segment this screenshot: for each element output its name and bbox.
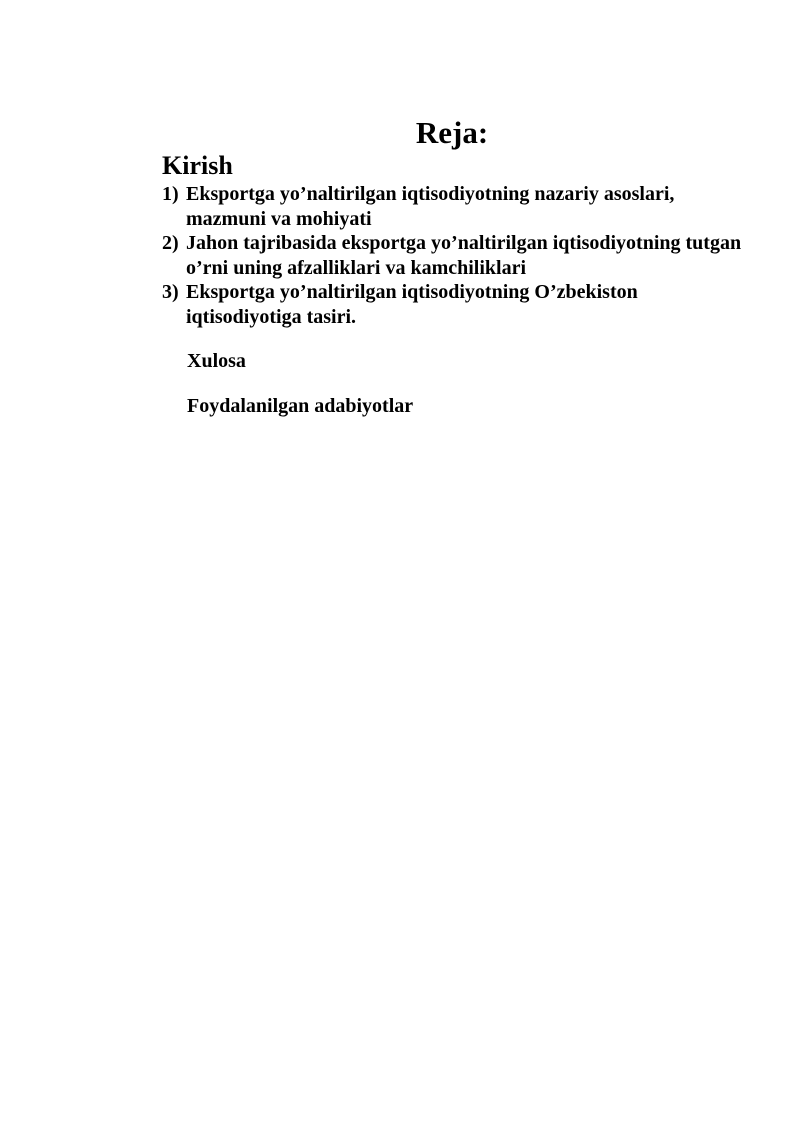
intro-heading: Kirish	[162, 151, 233, 180]
plan-item-text: Eksportga yo’naltirilgan iqtisodiyotning O’zbekiston iqtisodiyotiga tasiri.	[186, 281, 638, 328]
plan-item-2	[162, 231, 742, 280]
plan-item-3	[162, 280, 742, 329]
plan-item-text: Jahon tajribasida eksportga yo’naltirilgan iqtisodiyotning tutgan o’rni uning afzalliklari va kamchiliklari	[186, 232, 742, 279]
plan-item-number: 1)	[162, 183, 179, 205]
plan-item-1	[162, 182, 742, 231]
plan-item-number: 3)	[162, 281, 179, 303]
plan-item-text: Eksportga yo’naltirilgan iqtisodiyotning nazariy asoslari, mazmuni va mohiyati	[186, 183, 675, 230]
plan-list	[162, 182, 742, 329]
plan-item-number: 2)	[162, 232, 179, 254]
conclusion-heading: Xulosa	[187, 350, 246, 372]
page-title: Reja:	[415, 115, 489, 150]
references-heading: Foydalanilgan adabiyotlar	[187, 395, 414, 417]
